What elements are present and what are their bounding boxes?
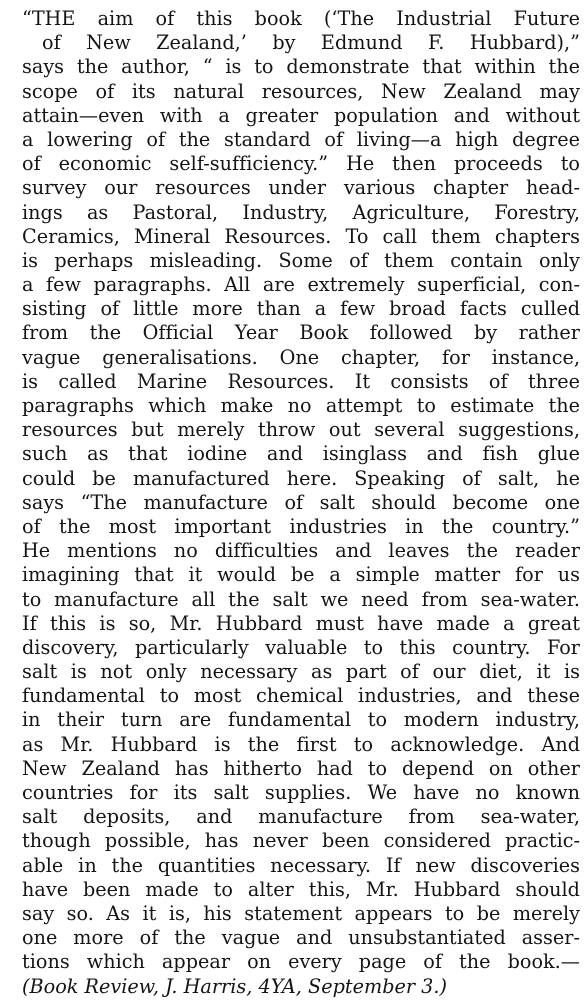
text-line: scope of its natural resources, New Zealand may [22, 79, 580, 103]
text-line: a few paragraphs. All are extremely superficial, con- [22, 273, 580, 297]
text-line: If this is so, Mr. Hubbard must have made a great [22, 611, 580, 635]
text-line: imagining that it would be a simple matter for us [22, 563, 580, 587]
review-citation: (Book Review, J. Harris, 4YA, September 3.) [22, 974, 448, 998]
text-line: attain—even with a greater population and without [22, 103, 580, 127]
text-line: “THE aim of this book (‘The Industrial Future [22, 7, 580, 30]
text-line: He mentions no difficulties and leaves the reader [22, 539, 580, 563]
text-line: though possible, has never been considered practic- [22, 829, 580, 853]
text-line: from the Official Year Book followed by rather [22, 321, 580, 345]
text-line: ings as Pastoral, Industry, Agriculture, Forestry, [22, 200, 580, 224]
text-line: able in the quantities necessary. If new discoveries [22, 853, 580, 877]
text-line: in their turn are fundamental to modern industry, [22, 708, 580, 732]
text-line: of New Zealand,’ by Edmund F. Hubbard),” [42, 31, 580, 55]
text-line: vague generalisations. One chapter, for instance, [22, 345, 580, 369]
text-line: tions which appear on every page of the book.— [22, 950, 580, 974]
text-line: paragraphs which make no attempt to estimate the [22, 394, 580, 417]
text-line: is perhaps misleading. Some of them contain only [22, 248, 580, 272]
text-line: salt is not only necessary as part of our diet, it is [22, 660, 580, 684]
text-line: of the most important industries in the country.” [22, 514, 580, 538]
text-line: as Mr. Hubbard is the first to acknowledge. And [22, 732, 580, 756]
text-line: could be manufactured here. Speaking of salt, he [22, 466, 580, 490]
text-line: to manufacture all the salt we need from sea-water. [22, 587, 580, 611]
text-line: survey our resources under various chapter head- [22, 176, 580, 200]
text-line: is called Marine Resources. It consists of three [22, 369, 580, 393]
text-line: Ceramics, Mineral Resources. To call them chapters [22, 224, 580, 248]
text-line: New Zealand has hitherto had to depend on other [22, 756, 580, 780]
text-line: says “The manufacture of salt should become one [22, 490, 580, 514]
text-line: salt deposits, and manufacture from sea-water, [22, 805, 580, 829]
text-line: a lowering of the standard of living—a high degree [22, 127, 580, 151]
text-line: discovery, particularly valuable to this country. For [22, 635, 580, 659]
text-line: resources but merely throw out several suggestions, [22, 418, 580, 442]
text-line: one more of the vague and unsubstantiated asser- [22, 926, 580, 950]
text-line: sisting of little more than a few broad facts culled [22, 297, 580, 321]
text-line: of economic self-sufficiency.” He then proceeds to [22, 152, 580, 176]
text-line: countries for its salt supplies. We have no known [22, 781, 580, 804]
text-line: say so. As it is, his statement appears to be merely [22, 901, 580, 925]
text-line: fundamental to most chemical industries, and these [22, 684, 580, 708]
text-line: have been made to alter this, Mr. Hubbard should [22, 877, 580, 901]
text-line: such as that iodine and isinglass and fish glue [22, 442, 580, 466]
text-line: says the author, “ is to demonstrate that within the [22, 55, 580, 79]
